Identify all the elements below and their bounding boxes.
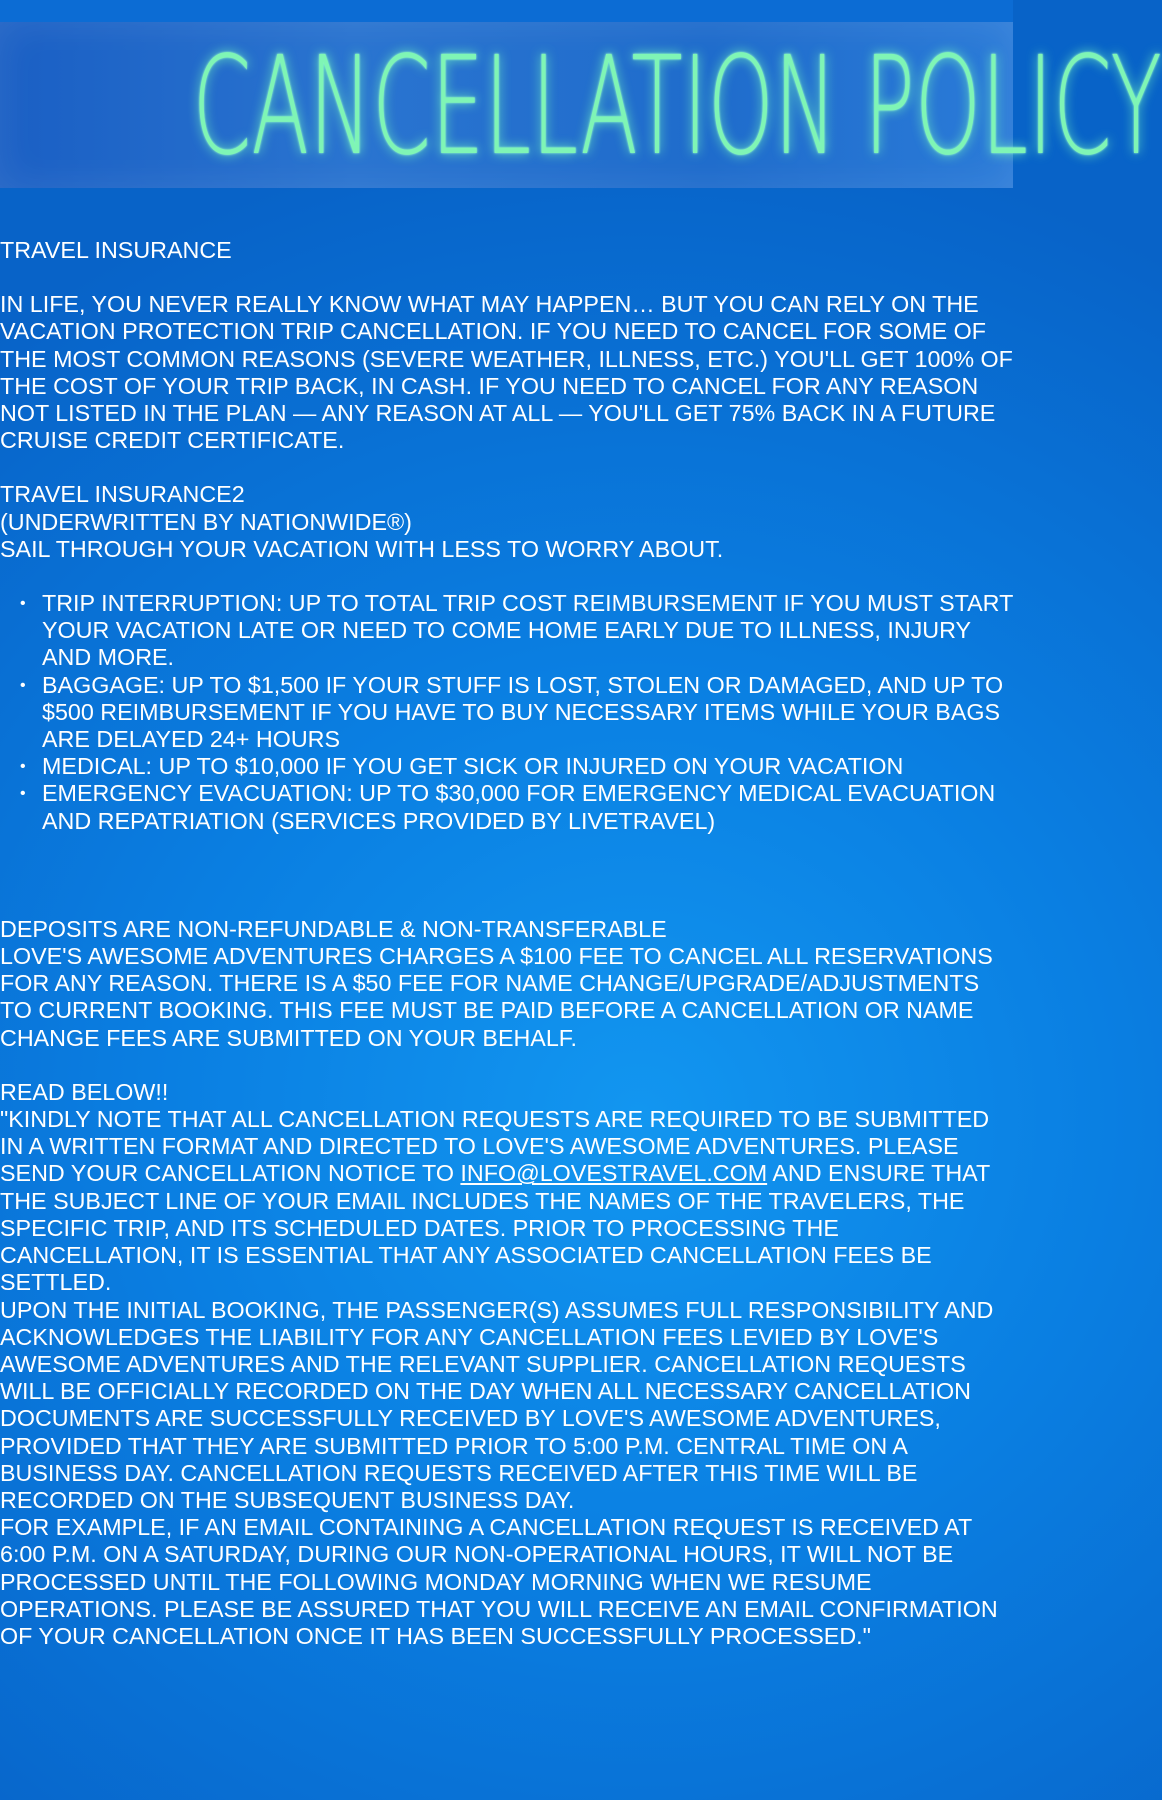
notice-paragraph-1 — [0, 1106, 1013, 1296]
email-link[interactable]: INFO@LOVESTRAVEL.COM — [460, 1160, 768, 1187]
policy-content — [0, 237, 1013, 1650]
list-item-text: MEDICAL: UP TO $10,000 IF YOU GET SICK OR INJURED ON YOUR VACATION — [42, 753, 904, 780]
travel-insurance-heading: TRAVEL INSURANCE — [0, 237, 232, 263]
list-item — [20, 671, 1013, 754]
list-item — [20, 590, 1013, 672]
deposits-body: LOVE'S AWESOME ADVENTURES CHARGES A $100 FEE TO CANCEL ALL RESERVATIONS FOR ANY REASON. THERE IS A $50 FEE FOR NAME CHANGE/UPGRADE/ADJUSTMENTS TO CURRENT BOOKING. THIS FEE MUST BE PAID BEFORE A CANCELLATION OR NAME CHANGE FEES ARE SUBMITTED ON YOUR BEHALF. — [0, 943, 993, 1051]
insurance-tagline: SAIL THROUGH YOUR VACATION WITH LESS TO WORRY ABOUT. — [0, 535, 724, 562]
deposits-heading: DEPOSITS ARE NON-REFUNDABLE & NON-TRANSFERABLE — [0, 915, 667, 942]
benefits-list — [0, 590, 1013, 835]
bullet-icon: • — [20, 595, 26, 613]
underwriter-note: (UNDERWRITTEN BY NATIONWIDE®) — [0, 508, 412, 535]
bullet-icon: • — [20, 785, 26, 803]
cancellation-notice-section — [0, 1079, 1013, 1650]
travel-insurance2-section — [0, 481, 1013, 834]
travel-insurance2-heading: TRAVEL INSURANCE2 — [0, 481, 245, 508]
title-banner — [0, 22, 1162, 188]
notice-paragraph-3: FOR EXAMPLE, IF AN EMAIL CONTAINING A CANCELLATION REQUEST IS RECEIVED AT 6:00 P.M. ON A SATURDAY, DURING OUR NON-OPERATIONAL HOURS, IT WILL NOT BE PROCESSED UNTIL THE FOLLOWING MONDAY MORNING WHEN WE RESUME OPERATIONS. PLEASE BE ASSURED THAT YOU WILL RECEIVE AN EMAIL CONFIRMATION OF YOUR CANCELLATION ONCE IT HAS BEEN SUCCESSFULLY PROCESSED." — [0, 1514, 998, 1649]
notice-heading: READ BELOW!! — [0, 1078, 169, 1105]
list-item — [20, 753, 1013, 780]
page-title: CANCELLATION POLICY — [192, 28, 1162, 186]
list-item-text: BAGGAGE: UP TO $1,500 IF YOUR STUFF IS LOST, STOLEN OR DAMAGED, AND UP TO $500 REIMBURSEMENT IF YOU HAVE TO BUY NECESSARY ITEMS WHILE YOUR BAGS ARE DELAYED 24+ HOURS — [42, 671, 1004, 753]
travel-insurance-section — [0, 237, 1013, 454]
list-item — [20, 780, 1013, 834]
notice-text-after-email: AND ENSURE THAT THE SUBJECT LINE OF YOUR EMAIL INCLUDES THE NAMES OF THE TRAVELERS, THE SPECIFIC TRIP, AND ITS SCHEDULED DATES. PRIOR TO PROCESSING THE CANCELLATION, IT IS ESSENTIAL THAT ANY ASSOCIATED CANCELLATION FEES BE SETTLED. — [0, 1160, 990, 1296]
deposits-section — [0, 916, 1013, 1052]
list-item-text: EMERGENCY EVACUATION: UP TO $30,000 FOR EMERGENCY MEDICAL EVACUATION AND REPATRIATION (SERVICES PROVIDED BY LIVETRAVEL) — [42, 780, 996, 834]
notice-text-before-email: "KINDLY NOTE THAT ALL CANCELLATION REQUESTS ARE REQUIRED TO BE SUBMITTED IN A WRITTEN FORMAT AND DIRECTED TO LOVE'S AWESOME ADVENTURES. PLEASE SEND YOUR CANCELLATION NOTICE TO — [0, 1106, 990, 1187]
bullet-icon: • — [20, 758, 26, 776]
notice-paragraph-2: UPON THE INITIAL BOOKING, THE PASSENGER(S) ASSUMES FULL RESPONSIBILITY AND ACKNOWLEDGES THE LIABILITY FOR ANY CANCELLATION FEES LEVIED BY LOVE'S AWESOME ADVENTURES AND THE RELEVANT SUPPLIER. CANCELLATION REQUESTS WILL BE OFFICIALLY RECORDED ON THE DAY WHEN ALL NECESSARY CANCELLATION DOCUMENTS ARE SUCCESSFULLY RECEIVED BY LOVE'S AWESOME ADVENTURES, PROVIDED THAT THEY ARE SUBMITTED PRIOR TO 5:00 P.M. CENTRAL TIME ON A BUSINESS DAY. CANCELLATION REQUESTS RECEIVED AFTER THIS TIME WILL BE RECORDED ON THE SUBSEQUENT BUSINESS DAY. — [0, 1296, 994, 1513]
travel-insurance-body: IN LIFE, YOU NEVER REALLY KNOW WHAT MAY HAPPEN… BUT YOU CAN RELY ON THE VACATION PROTECTION TRIP CANCELLATION. IF YOU NEED TO CANCEL FOR SOME OF THE MOST COMMON REASONS (SEVERE WEATHER, ILLNESS, ETC.) YOU'LL GET 100% OF THE COST OF YOUR TRIP BACK, IN CASH. IF YOU NEED TO CANCEL FOR ANY REASON NOT LISTED IN THE PLAN — ANY REASON AT ALL — YOU'LL GET 75% BACK IN A FUTURE CRUISE CREDIT CERTIFICATE. — [0, 291, 1013, 454]
list-item-text: TRIP INTERRUPTION: UP TO TOTAL TRIP COST REIMBURSEMENT IF YOU MUST START YOUR VACATION LATE OR NEED TO COME HOME EARLY DUE TO ILLNESS, INJURY AND MORE. — [42, 590, 1013, 671]
bullet-icon: • — [20, 676, 26, 694]
top-strip — [0, 0, 1013, 22]
